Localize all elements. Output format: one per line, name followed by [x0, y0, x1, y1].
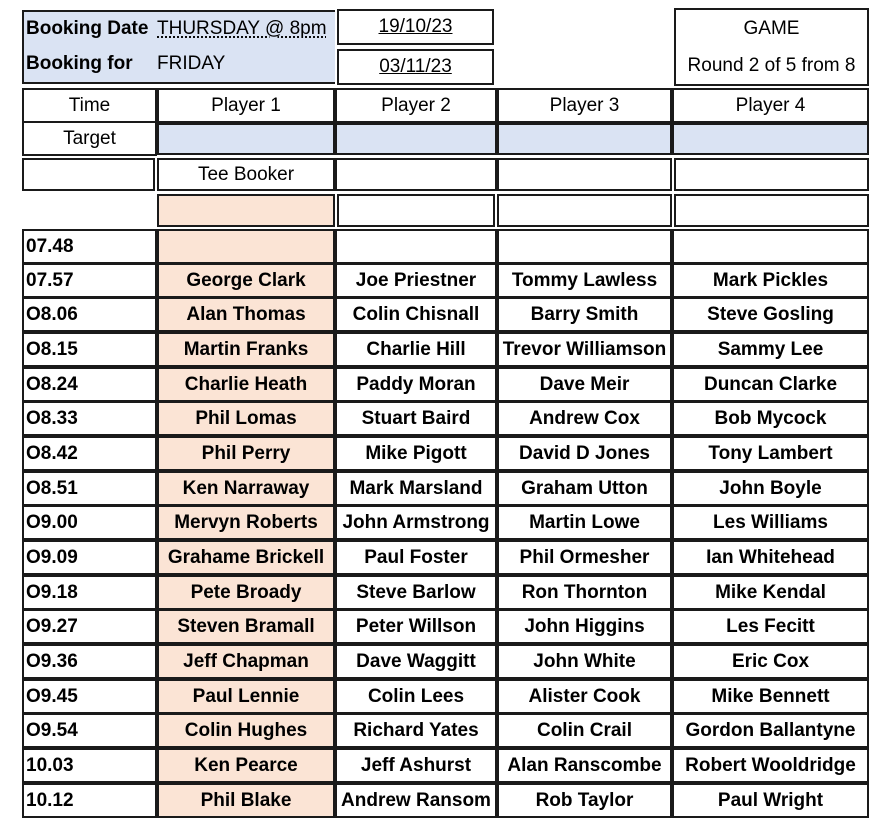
- player1-cell-text: Grahame Brickell: [167, 546, 325, 568]
- player4-cell[interactable]: [672, 713, 869, 748]
- player2-cell[interactable]: [335, 748, 497, 783]
- player1-cell[interactable]: [157, 297, 335, 332]
- player4-cell[interactable]: [672, 505, 869, 540]
- player2-cell[interactable]: [335, 297, 497, 332]
- time-cell[interactable]: [22, 575, 157, 610]
- player3-cell-text: Dave Meir: [539, 373, 630, 395]
- player3-cell[interactable]: [497, 540, 672, 575]
- player2-header: [335, 88, 497, 123]
- tee-booker-label: [157, 158, 335, 191]
- target-label: [22, 123, 157, 156]
- player3-cell[interactable]: [497, 297, 672, 332]
- time-cell-text: O8.33: [26, 407, 78, 429]
- game-box: [674, 8, 869, 86]
- player4-cell-text: Ian Whitehead: [706, 546, 835, 568]
- time-cell[interactable]: [22, 401, 157, 436]
- booking-for-day: [157, 46, 335, 84]
- time-cell-text: O9.18: [26, 581, 78, 603]
- player2-cell[interactable]: [335, 783, 497, 818]
- time-cell-text: O9.45: [26, 685, 78, 707]
- player4-cell-text: Mike Bennett: [711, 685, 830, 707]
- booking-date-value: [337, 9, 494, 45]
- player1-cell-text: Jeff Chapman: [183, 650, 309, 672]
- player1-cell-text: George Clark: [186, 269, 306, 291]
- player1-cell-text: Martin Franks: [183, 338, 309, 360]
- player4-cell-text: Bob Mycock: [714, 407, 827, 429]
- player2-cell-text: Colin Chisnall: [352, 303, 480, 325]
- time-cell[interactable]: [22, 713, 157, 748]
- tee-booker-text: Tee Booker: [197, 163, 295, 185]
- player1-cell[interactable]: [157, 332, 335, 367]
- player1-cell[interactable]: [157, 713, 335, 748]
- time-header: [22, 88, 157, 123]
- player4-cell[interactable]: [672, 332, 869, 367]
- booking-date-value-text: 19/10/23: [378, 16, 453, 37]
- player4-cell[interactable]: [672, 401, 869, 436]
- player2-cell-text: Stuart Baird: [361, 407, 471, 429]
- player1-cell-text: Charlie Heath: [184, 373, 308, 395]
- player1-cell[interactable]: [157, 505, 335, 540]
- player1-cell[interactable]: [157, 367, 335, 402]
- tee-booker-time: [22, 158, 155, 191]
- player2-cell[interactable]: [335, 575, 497, 610]
- player2-cell-text: Andrew Ransom: [341, 789, 491, 811]
- player2-cell[interactable]: [335, 471, 497, 506]
- time-cell[interactable]: [22, 609, 157, 644]
- player4-cell[interactable]: [672, 609, 869, 644]
- player3-cell[interactable]: [497, 332, 672, 367]
- player3-cell[interactable]: [497, 436, 672, 471]
- booking-date-day: [157, 10, 335, 46]
- time-cell-text: 07.57: [26, 269, 74, 291]
- time-cell[interactable]: [22, 679, 157, 714]
- player4-cell[interactable]: [672, 540, 869, 575]
- time-cell[interactable]: [22, 367, 157, 402]
- spacer-p4[interactable]: [674, 194, 869, 227]
- time-cell-text: O8.06: [26, 303, 78, 325]
- player2-cell-text: Paddy Moran: [356, 373, 476, 395]
- player1-cell-text: Steven Bramall: [177, 615, 315, 637]
- player1-cell[interactable]: [157, 436, 335, 471]
- player4-cell[interactable]: [672, 748, 869, 783]
- player2-cell-text: Richard Yates: [353, 719, 479, 741]
- player4-cell-text: Les Williams: [713, 511, 828, 533]
- player2-cell-text: Charlie Hill: [366, 338, 466, 360]
- player3-cell-text: Alan Ranscombe: [507, 754, 662, 776]
- player3-cell[interactable]: [497, 471, 672, 506]
- player1-cell-text: Paul Lennie: [192, 685, 300, 707]
- player3-cell[interactable]: [497, 367, 672, 402]
- player2-cell-text: Joe Priestner: [355, 269, 477, 291]
- game-round: Round 2 of 5 from 8: [687, 54, 856, 76]
- player3-cell[interactable]: [497, 748, 672, 783]
- time-cell-text: 10.03: [26, 754, 74, 776]
- player2-cell[interactable]: [335, 401, 497, 436]
- player3-cell-text: Andrew Cox: [529, 407, 640, 429]
- booking-date-label-text: Booking Date: [26, 18, 149, 39]
- target-p1[interactable]: [157, 123, 335, 155]
- player4-header: [672, 88, 869, 123]
- player2-cell[interactable]: [335, 263, 497, 298]
- player3-cell[interactable]: [497, 505, 672, 540]
- player3-cell[interactable]: [497, 783, 672, 818]
- player3-cell[interactable]: [497, 713, 672, 748]
- player4-cell[interactable]: [672, 783, 869, 818]
- player2-cell-text: Dave Waggitt: [356, 650, 476, 672]
- spacer-p3[interactable]: [497, 194, 672, 227]
- player1-cell[interactable]: [157, 263, 335, 298]
- player3-cell[interactable]: [497, 575, 672, 610]
- player3-cell-text: Phil Ormesher: [519, 546, 650, 568]
- player2-cell[interactable]: [335, 229, 497, 264]
- game-label: GAME: [743, 17, 800, 39]
- booking-date-label: [22, 10, 157, 46]
- player3-cell-text: Alister Cook: [528, 685, 641, 707]
- time-cell[interactable]: [22, 644, 157, 679]
- player3-cell-text: Martin Lowe: [529, 511, 640, 533]
- time-cell-text: O9.00: [26, 511, 78, 533]
- time-cell[interactable]: [22, 748, 157, 783]
- player1-cell[interactable]: [157, 575, 335, 610]
- player4-cell-text: Les Fecitt: [726, 615, 815, 637]
- player3-cell-text: John White: [533, 650, 636, 672]
- time-cell-text: O8.42: [26, 442, 78, 464]
- time-cell[interactable]: [22, 229, 157, 264]
- player1-cell-text: Mervyn Roberts: [174, 511, 318, 533]
- player2-cell[interactable]: [335, 644, 497, 679]
- player4-cell-text: Sammy Lee: [717, 338, 824, 360]
- player3-cell[interactable]: [497, 644, 672, 679]
- player3-cell-text: Rob Taylor: [535, 789, 634, 811]
- target-label-text: Target: [63, 127, 116, 149]
- player4-cell-text: Robert Wooldridge: [685, 754, 856, 776]
- player1-header: [157, 88, 335, 123]
- player3-cell-text: Ron Thornton: [521, 581, 648, 603]
- booking-for-value: [337, 49, 494, 85]
- player2-header-text: Player 2: [381, 94, 451, 116]
- time-cell-text: O9.36: [26, 650, 78, 672]
- time-header-text: Time: [68, 94, 111, 116]
- player3-cell-text: Colin Crail: [536, 719, 632, 741]
- player3-cell-text: Trevor Williamson: [502, 338, 667, 360]
- player1-cell-text: Colin Hughes: [184, 719, 308, 741]
- tee-booker-p3: [497, 158, 672, 191]
- time-cell-text: O9.54: [26, 719, 78, 741]
- player1-cell-text: Ken Pearce: [194, 754, 298, 776]
- player2-cell-text: Paul Foster: [364, 546, 468, 568]
- player1-cell[interactable]: [157, 401, 335, 436]
- time-cell[interactable]: [22, 471, 157, 506]
- player4-cell[interactable]: [672, 679, 869, 714]
- player4-cell[interactable]: [672, 471, 869, 506]
- player3-cell[interactable]: [497, 679, 672, 714]
- player4-cell-text: Paul Wright: [717, 789, 824, 811]
- player1-header-text: Player 1: [211, 94, 281, 116]
- tee-booker-p2: [335, 158, 497, 191]
- player4-header-text: Player 4: [735, 94, 806, 116]
- player4-cell-text: Duncan Clarke: [703, 373, 838, 395]
- time-cell[interactable]: [22, 297, 157, 332]
- booking-for-value-text: 03/11/23: [379, 56, 452, 77]
- player1-cell-text: Alan Thomas: [186, 303, 306, 325]
- target-p2[interactable]: [335, 123, 497, 155]
- player2-cell[interactable]: [335, 332, 497, 367]
- player4-cell-text: Gordon Ballantyne: [685, 719, 856, 741]
- player3-header: [497, 88, 672, 123]
- player2-cell-text: John Armstrong: [342, 511, 490, 533]
- player3-cell-text: Graham Utton: [521, 477, 648, 499]
- player4-cell-text: John Boyle: [719, 477, 822, 499]
- time-cell-text: O8.51: [26, 477, 78, 499]
- player2-cell-text: Steve Barlow: [356, 581, 476, 603]
- time-cell-text: O9.09: [26, 546, 78, 568]
- time-cell[interactable]: [22, 436, 157, 471]
- player1-cell[interactable]: [157, 644, 335, 679]
- spacer-p1[interactable]: [157, 194, 335, 227]
- time-cell[interactable]: [22, 263, 157, 298]
- booking-date-day-text: THURSDAY @ 8pm: [157, 18, 327, 39]
- player1-cell-text: Ken Narraway: [182, 477, 310, 499]
- player2-cell[interactable]: [335, 540, 497, 575]
- booking-for-day-text: FRIDAY: [157, 53, 226, 74]
- player2-cell-text: Mike Pigott: [365, 442, 467, 464]
- player3-cell-text: Tommy Lawless: [511, 269, 658, 291]
- player2-cell[interactable]: [335, 713, 497, 748]
- player2-cell-text: Mark Marsland: [349, 477, 483, 499]
- booking-for-label: [22, 46, 157, 84]
- player4-cell-text: Mark Pickles: [712, 269, 829, 291]
- player1-cell-text: Phil Lomas: [195, 407, 297, 429]
- player3-cell[interactable]: [497, 609, 672, 644]
- player1-cell[interactable]: [157, 540, 335, 575]
- target-p3[interactable]: [497, 123, 672, 155]
- player4-cell[interactable]: [672, 263, 869, 298]
- player3-cell[interactable]: [497, 229, 672, 264]
- time-cell[interactable]: [22, 540, 157, 575]
- player2-cell[interactable]: [335, 679, 497, 714]
- time-cell[interactable]: [22, 332, 157, 367]
- player4-cell[interactable]: [672, 436, 869, 471]
- player1-cell[interactable]: [157, 229, 335, 264]
- time-cell[interactable]: [22, 505, 157, 540]
- player4-cell-text: Tony Lambert: [708, 442, 833, 464]
- player4-cell-text: Eric Cox: [731, 650, 810, 672]
- player4-cell[interactable]: [672, 644, 869, 679]
- player1-cell[interactable]: [157, 609, 335, 644]
- player4-cell[interactable]: [672, 229, 869, 264]
- player4-cell-text: Steve Gosling: [707, 303, 834, 325]
- tee-booker-p4: [674, 158, 869, 191]
- player1-cell[interactable]: [157, 471, 335, 506]
- player4-cell[interactable]: [672, 367, 869, 402]
- player3-header-text: Player 3: [549, 94, 620, 116]
- player1-cell-text: Phil Perry: [201, 442, 291, 464]
- time-cell-text: 10.12: [26, 789, 74, 811]
- player2-cell[interactable]: [335, 609, 497, 644]
- player2-cell-text: Peter Willson: [355, 615, 477, 637]
- player4-cell[interactable]: [672, 297, 869, 332]
- player1-cell-text: Phil Blake: [200, 789, 292, 811]
- player3-cell-text: Barry Smith: [530, 303, 639, 325]
- player1-cell-text: Pete Broady: [190, 581, 302, 603]
- time-cell-text: O8.24: [26, 373, 78, 395]
- player3-cell-text: John Higgins: [524, 615, 645, 637]
- target-p4[interactable]: [672, 123, 869, 155]
- player2-cell[interactable]: [335, 367, 497, 402]
- player3-cell[interactable]: [497, 401, 672, 436]
- player1-cell[interactable]: [157, 679, 335, 714]
- player1-cell[interactable]: [157, 748, 335, 783]
- player2-cell[interactable]: [335, 436, 497, 471]
- player2-cell-text: Colin Lees: [367, 685, 465, 707]
- time-cell-text: O8.15: [26, 338, 78, 360]
- player2-cell[interactable]: [335, 505, 497, 540]
- player4-cell-text: Mike Kendal: [715, 581, 826, 603]
- time-cell-text: 07.48: [26, 235, 74, 257]
- spacer-p2[interactable]: [337, 194, 495, 227]
- booking-for-label-text: Booking for: [26, 53, 133, 74]
- player3-cell[interactable]: [497, 263, 672, 298]
- player2-cell-text: Jeff Ashurst: [360, 754, 472, 776]
- time-cell-text: O9.27: [26, 615, 78, 637]
- player3-cell-text: David D Jones: [519, 442, 650, 464]
- time-cell[interactable]: [22, 783, 157, 818]
- player1-cell[interactable]: [157, 783, 335, 818]
- player4-cell[interactable]: [672, 575, 869, 610]
